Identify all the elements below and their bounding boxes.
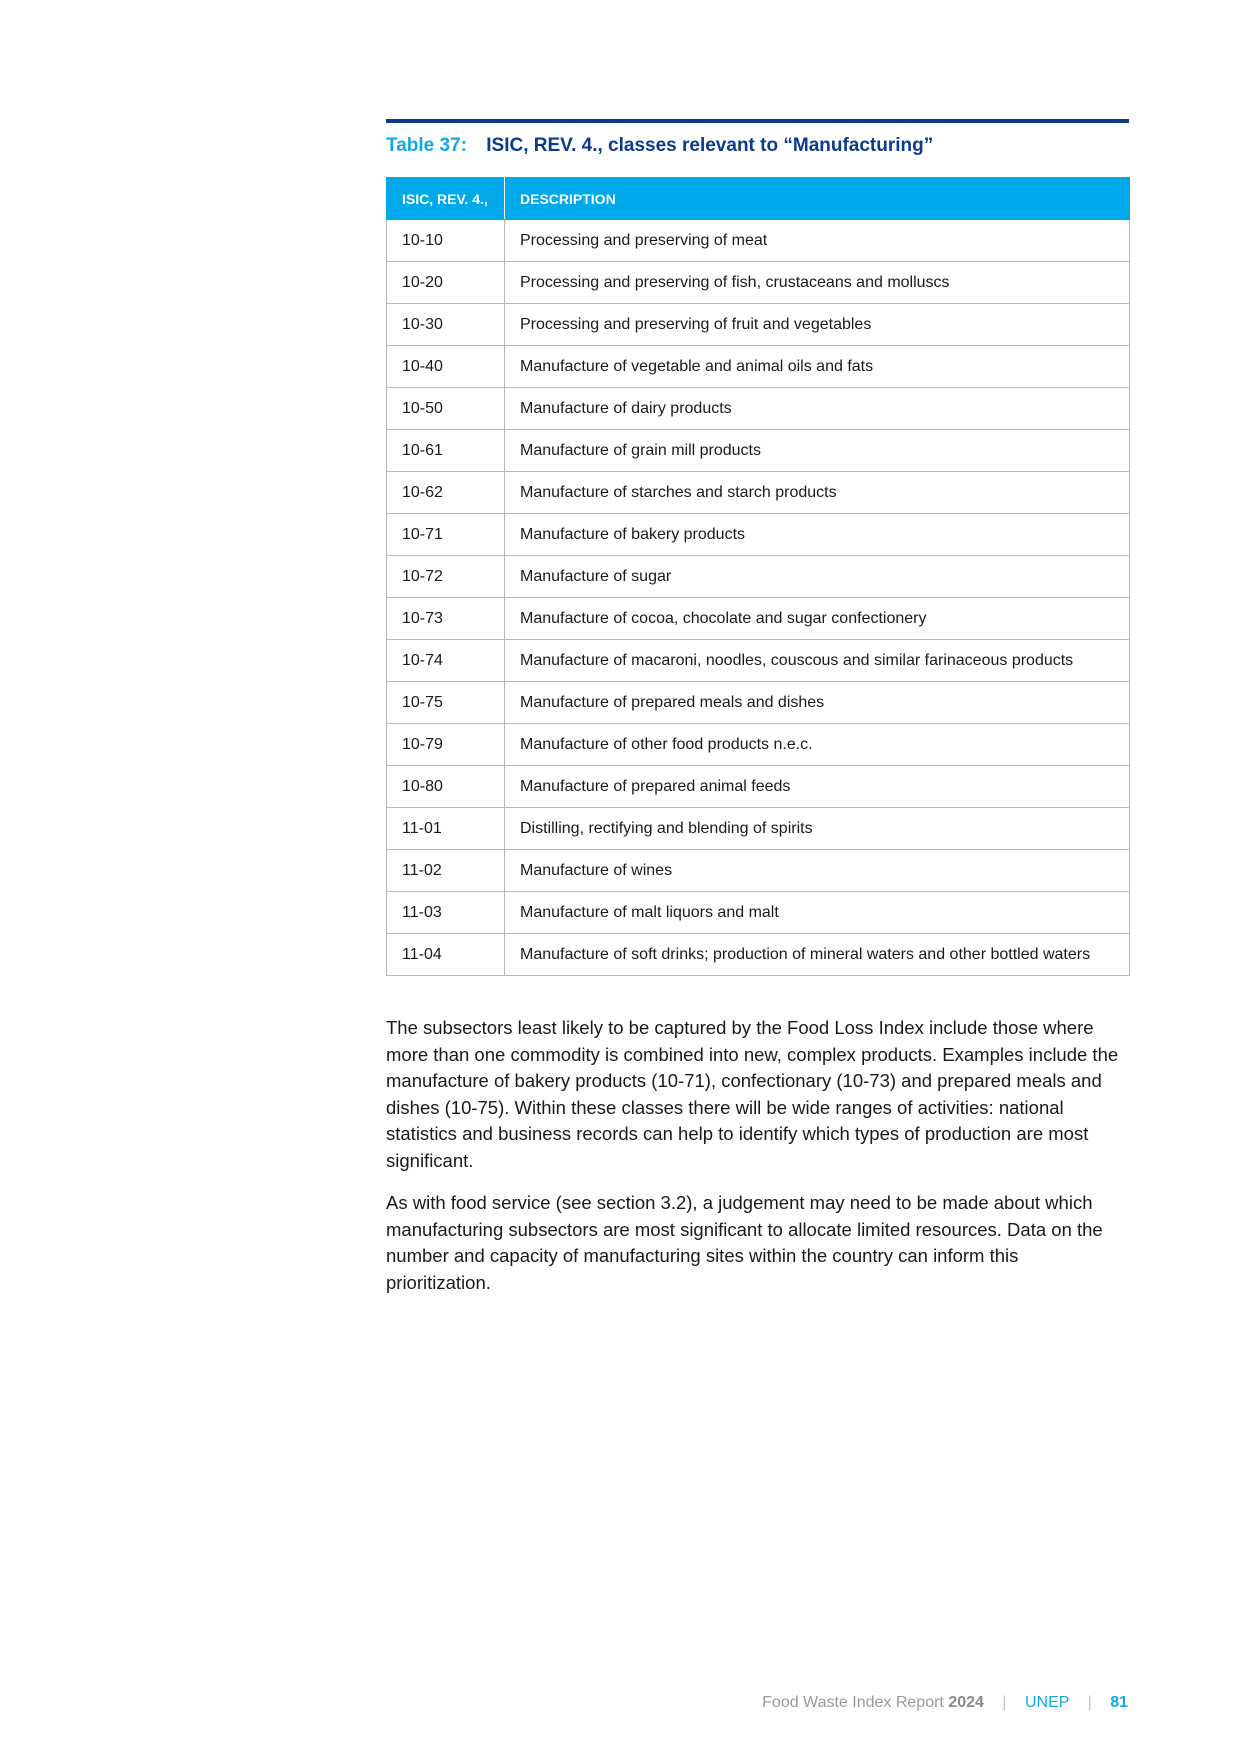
- table-row: [387, 430, 1130, 472]
- isic-code: 10-80: [387, 766, 505, 808]
- table-row: [387, 766, 1130, 808]
- table-row: [387, 640, 1130, 682]
- table-row: [387, 934, 1130, 976]
- table-row: [387, 556, 1130, 598]
- isic-code: 10-40: [387, 346, 505, 388]
- isic-code: 10-74: [387, 640, 505, 682]
- table-row: [387, 514, 1130, 556]
- isic-description: Manufacture of macaroni, noodles, couscous and similar farinaceous products: [505, 640, 1130, 682]
- footer-org: UNEP: [1024, 1694, 1070, 1711]
- isic-description: Manufacture of prepared animal feeds: [505, 766, 1130, 808]
- isic-description: Processing and preserving of fish, crustaceans and molluscs: [505, 262, 1130, 304]
- isic-description: Manufacture of prepared meals and dishes: [505, 682, 1130, 724]
- isic-code: 11-04: [387, 934, 505, 976]
- isic-description: Manufacture of dairy products: [505, 388, 1130, 430]
- footer-separator: |: [1087, 1694, 1092, 1711]
- table-row: [387, 892, 1130, 934]
- isic-code: 10-71: [387, 514, 505, 556]
- isic-description: Manufacture of wines: [505, 850, 1130, 892]
- isic-code: 11-03: [387, 892, 505, 934]
- table-caption-title: ISIC, REV. 4., classes relevant to “Manufacturing”: [486, 135, 934, 156]
- table-row: [387, 304, 1130, 346]
- isic-code: 10-61: [387, 430, 505, 472]
- top-rule: [386, 119, 1129, 123]
- table-header-row: [387, 178, 1130, 220]
- isic-code: 10-62: [387, 472, 505, 514]
- table-row: [387, 724, 1130, 766]
- isic-description: Processing and preserving of meat: [505, 220, 1130, 262]
- isic-description: Manufacture of cocoa, chocolate and sugar confectionery: [505, 598, 1130, 640]
- table-row: [387, 808, 1130, 850]
- footer-year: 2024: [948, 1694, 984, 1711]
- isic-code: 10-30: [387, 304, 505, 346]
- isic-code: 10-75: [387, 682, 505, 724]
- isic-description: Distilling, rectifying and blending of spirits: [505, 808, 1130, 850]
- table-row: [387, 346, 1130, 388]
- isic-table: [386, 177, 1130, 976]
- table-row: [387, 388, 1130, 430]
- isic-code: 10-20: [387, 262, 505, 304]
- table-caption: [386, 134, 933, 158]
- isic-description: Processing and preserving of fruit and vegetables: [505, 304, 1130, 346]
- isic-description: Manufacture of other food products n.e.c.: [505, 724, 1130, 766]
- table-row: [387, 682, 1130, 724]
- table-row: [387, 220, 1130, 262]
- isic-description: Manufacture of soft drinks; production of mineral waters and other bottled waters: [505, 934, 1130, 976]
- table-row: [387, 598, 1130, 640]
- isic-description: Manufacture of vegetable and animal oils and fats: [505, 346, 1130, 388]
- footer-report-title: Food Waste Index Report: [762, 1694, 944, 1711]
- page-footer: [762, 1693, 1128, 1713]
- isic-code: 10-73: [387, 598, 505, 640]
- isic-code: 10-10: [387, 220, 505, 262]
- table-row: [387, 850, 1130, 892]
- isic-description: Manufacture of starches and starch products: [505, 472, 1130, 514]
- table-caption-label: Table 37:: [386, 135, 467, 156]
- header-description: DESCRIPTION: [505, 178, 1130, 220]
- footer-separator: |: [1002, 1694, 1007, 1711]
- isic-code: 11-01: [387, 808, 505, 850]
- isic-description: Manufacture of grain mill products: [505, 430, 1130, 472]
- body-paragraph-1: The subsectors least likely to be captured by the Food Loss Index include those where more than one commodity is combined into new, complex products. Examples include the manufacture of bakery products (10-71), confectionary (10-73) and prepared meals and dishes (10-75). Within these classes there will be wide ranges of activities: national statistics and business records can help to identify which types of production are most significant.: [386, 1017, 1119, 1171]
- isic-code: 10-72: [387, 556, 505, 598]
- table-row: [387, 472, 1130, 514]
- body-paragraph-2: As with food service (see section 3.2), a judgement may need to be made about which manufacturing subsectors are most significant to allocate limited resources. Data on the number and capacity of manufacturing sites within the country can inform this prioritization.: [386, 1192, 1103, 1293]
- isic-description: Manufacture of sugar: [505, 556, 1130, 598]
- isic-code: 11-02: [387, 850, 505, 892]
- table-row: [387, 262, 1130, 304]
- isic-code: 10-79: [387, 724, 505, 766]
- header-isic: ISIC, REV. 4.,: [387, 178, 505, 220]
- page-number: 81: [1110, 1694, 1128, 1711]
- isic-description: Manufacture of bakery products: [505, 514, 1130, 556]
- isic-description: Manufacture of malt liquors and malt: [505, 892, 1130, 934]
- isic-code: 10-50: [387, 388, 505, 430]
